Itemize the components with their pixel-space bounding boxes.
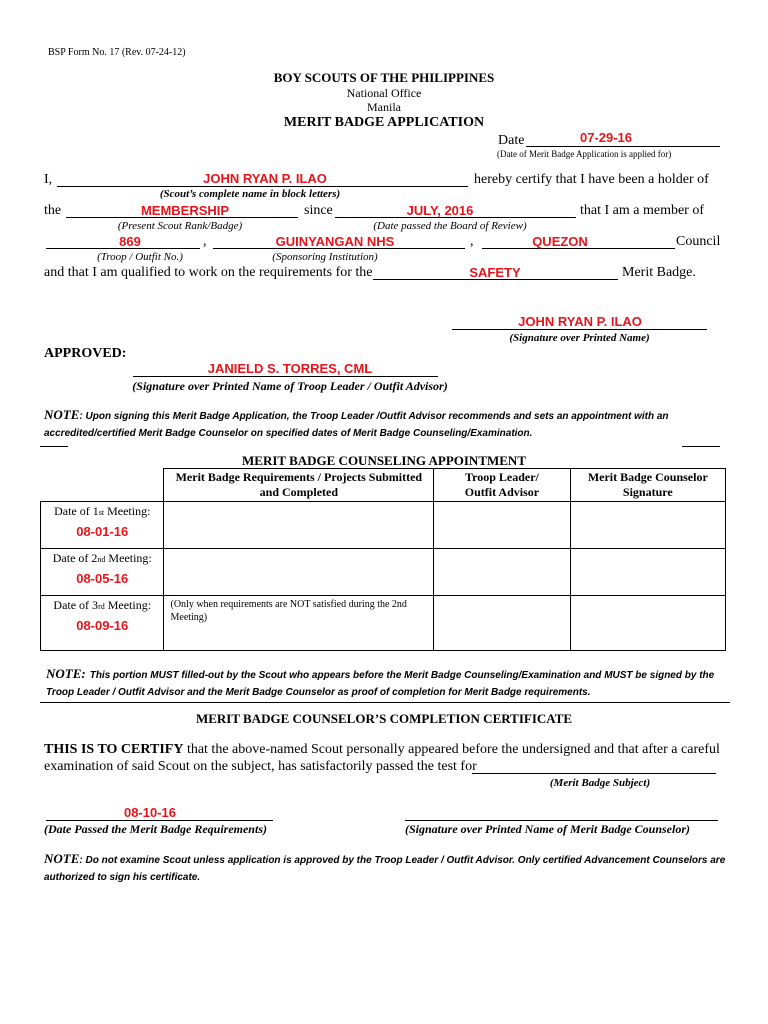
troop-value[interactable]: 869 <box>119 234 141 249</box>
date-passed-caption: (Date passed the Board of Review) <box>373 220 527 232</box>
date-passed-requirements-value[interactable]: 08-10-16 <box>123 805 177 820</box>
note-approval <box>44 407 730 441</box>
meeting-2-requirements[interactable] <box>164 549 434 596</box>
appointment-title: MERIT BADGE COUNSELING APPOINTMENT <box>242 453 526 468</box>
date-caption: (Date of Merit Badge Application is applied for) <box>497 149 672 159</box>
approved-label: APPROVED: <box>44 346 127 361</box>
subject-caption: (Merit Badge Subject) <box>549 777 651 789</box>
divider-right <box>682 446 720 447</box>
org-name: BOY SCOUTS OF THE PHILIPPINES <box>273 70 495 85</box>
meeting-1-date-cell: Date of 1st Meeting: 08-01-16 <box>41 502 164 549</box>
certify-lead: THIS IS TO CERTIFY <box>44 742 184 757</box>
table-row <box>41 549 726 596</box>
table-row <box>41 596 726 651</box>
meeting-1-counselor[interactable] <box>570 502 725 549</box>
appointment-header-row <box>41 469 726 502</box>
note-completion <box>46 666 730 700</box>
troop-caption: (Troop / Outfit No.) <box>97 251 183 263</box>
meeting-3-requirements[interactable] <box>164 596 434 651</box>
note-text: : Do not examine Scout unless application is approved by the Troop Leader / Outfit Advisor. Only certified Advancement Counselors are authorized to sign his certificate. <box>44 855 726 883</box>
scout-signature-name[interactable]: JOHN RYAN P. ILAO <box>518 314 642 329</box>
meeting-2-troop-leader[interactable] <box>434 549 570 596</box>
merit-badge-application-form: BSP Form No. 17 (Rev. 07-24-12) BOY SCOUTS OF THE PHILIPPINES National Office Manila MERIT BADGE APPLICATION Date 07-29-16 (Date of Merit Badge Application is applied for) I, JOHN RYAN P. ILAO hereby certify that I have been a holder of (Scout’s complete name in block letters) the MEMBERSHIP since JULY, 2016 that I am a member of (Present Scout Rank/Badge) (Date passed the Board of Review) 869 , GUINYANGAN NHS , QUEZON Council (Troop / Outfit No.) (Sponsoring Institution) and that I am qualified to work on the requirements for the SAFETY Merit Badge. JOHN RYAN P. ILAO (Signature over Printed Name) APPROVED: JANIELD S. TORRES, CML (Signature over Printed Name of Troop Leader / Outfit Advisor) NOTE: Upon signing this Merit Badge Application, the Troop Leader /Outfit Advisor recommends and sets an appointment with an accredited/certified Merit Badge Counselor on specified dates of Merit Badge Counseling/Examination. MERIT BADGE COUNSELING APPOINTMENT Merit Badge Requirements / Projects Submitted and Completed Troop Leader/ Outfit Advisor Merit Badge Counselor Signature Date of 1st Meeting: 08-01-16 Date of 2nd Meeting: 08-05-16 Date of 3rd Meeting: 08-09-16 (Only when requirements are NOT satisfied during the 2nd Meeting) NOTE: This portion MUST filled-out by the Scout who appears before the Merit Badge Counseling/Examination and MUST be signed by the Troop Leader / Outfit Advisor and the Merit Badge Counselor as proof of completion for Merit Badge requirements. MERIT BADGE COUNSELOR’S COMPLETION CERTIFICATE THIS IS TO CERTIFY that the above-named Scout personally appeared before the undersigned and that after a careful examination of said Scout on the subject, has satisfactorily passed the test for (Merit Badge Subject) 08-10-16 (Date Passed the Merit Badge Requirements) (Signature over Printed Name of Merit Badge Counselor) NOTE: Do not examine Scout unless application is approved by the Troop Leader / Outfit Advisor. Only certified Advancement Counselors are authorized to sign his certificate. <box>0 0 768 1024</box>
note-text: This portion MUST filled-out by the Scout who appears before the Merit Badge Counseling/Examination and MUST be signed by the Troop Leader / Outfit Advisor and the Merit Badge Counselor as proof of completion for Merit Badge requirements. <box>46 670 715 698</box>
since-label: since <box>304 203 333 218</box>
certificate-title: MERIT BADGE COUNSELOR’S COMPLETION CERTIFICATE <box>195 711 573 726</box>
meeting-3-date-cell: Date of 3rd Meeting: 08-09-16 <box>41 596 164 651</box>
counselor-signature-caption: (Signature over Printed Name of Merit Badge Counselor) <box>405 822 691 836</box>
meeting-3-note: (Only when requirements are NOT satisfied during the 2nd Meeting) <box>170 599 407 623</box>
meeting-1-troop-leader[interactable] <box>434 502 570 549</box>
qualified-text: and that I am qualified to work on the requirements for the <box>44 265 373 280</box>
certify-statement-2: examination of said Scout on the subject, has satisfactorily passed the test for <box>44 759 477 774</box>
table-row <box>41 502 726 549</box>
approver-name[interactable]: JANIELD S. TORRES, CML <box>207 361 373 376</box>
badge-suffix: Merit Badge. <box>622 265 696 280</box>
scout-signature-caption: (Signature over Printed Name) <box>509 332 650 344</box>
office-name: National Office <box>346 86 422 100</box>
date-passed-value[interactable]: JULY, 2016 <box>406 203 474 218</box>
scout-name-caption: (Scout’s complete name in block letters) <box>159 188 341 200</box>
note-label: NOTE <box>44 407 80 422</box>
blank-header <box>41 469 164 502</box>
date-label: Date <box>498 133 525 148</box>
merit-badge-subject-line[interactable] <box>472 773 716 774</box>
meeting-2-counselor[interactable] <box>570 549 725 596</box>
note-label: NOTE: <box>46 666 86 681</box>
rank-caption: (Present Scout Rank/Badge) <box>117 220 243 232</box>
approver-caption: (Signature over Printed Name of Troop Leader / Outfit Advisor) <box>132 379 448 393</box>
counselor-signature-line[interactable] <box>405 820 718 821</box>
city-name: Manila <box>367 100 401 114</box>
certify-statement-1: THIS IS TO CERTIFY that the above-named Scout personally appeared before the undersigned and that after a careful <box>44 742 720 757</box>
the-label: the <box>44 203 62 218</box>
form-number: BSP Form No. 17 (Rev. 07-24-12) <box>48 47 186 58</box>
troop-leader-header: Troop Leader/ Outfit Advisor <box>434 469 570 502</box>
scout-signature-line <box>452 329 707 330</box>
date-passed-requirements-line <box>46 820 273 821</box>
requirements-header: Merit Badge Requirements / Projects Submitted and Completed <box>164 469 434 502</box>
institution-caption: (Sponsoring Institution) <box>272 251 378 263</box>
meeting-2-date-cell: Date of 2nd Meeting: 08-05-16 <box>41 549 164 596</box>
note-examination <box>44 851 730 885</box>
note-label: NOTE <box>44 851 80 866</box>
member-text: that I am a member of <box>580 203 705 218</box>
scout-name-value[interactable]: JOHN RYAN P. ILAO <box>203 171 327 186</box>
note-text: : Upon signing this Merit Badge Application, the Troop Leader /Outfit Advisor recommends and sets an appointment with an accredited/certified Merit Badge Counselor on specified dates of Merit Badge Counseling/Examination. <box>44 411 669 439</box>
badge-value[interactable]: SAFETY <box>469 265 521 280</box>
counselor-header: Merit Badge Counselor Signature <box>570 469 725 502</box>
council-value[interactable]: QUEZON <box>532 234 588 249</box>
meeting-3-troop-leader[interactable] <box>434 596 570 651</box>
divider-left <box>40 446 68 447</box>
appointment-table <box>40 468 726 651</box>
meeting-3-date[interactable]: 08-09-16 <box>76 618 129 633</box>
approver-signature-line <box>133 376 438 377</box>
council-label: Council <box>676 234 721 249</box>
date-passed-requirements-caption: (Date Passed the Merit Badge Requirements) <box>44 822 267 836</box>
certify-prefix: I, <box>44 172 53 187</box>
institution-value[interactable]: GUINYANGAN NHS <box>275 234 395 249</box>
meeting-3-counselor[interactable] <box>570 596 725 651</box>
meeting-1-date[interactable]: 08-01-16 <box>76 524 129 539</box>
meeting-1-requirements[interactable] <box>164 502 434 549</box>
meeting-2-date[interactable]: 08-05-16 <box>76 571 129 586</box>
date-line <box>526 146 720 147</box>
scout-name-line <box>57 186 468 187</box>
certify-suffix: hereby certify that I have been a holder of <box>474 172 709 187</box>
section-divider <box>40 702 730 703</box>
rank-value[interactable]: MEMBERSHIP <box>140 203 230 218</box>
form-title: MERIT BADGE APPLICATION <box>283 115 485 130</box>
date-value[interactable]: 07-29-16 <box>579 130 633 145</box>
